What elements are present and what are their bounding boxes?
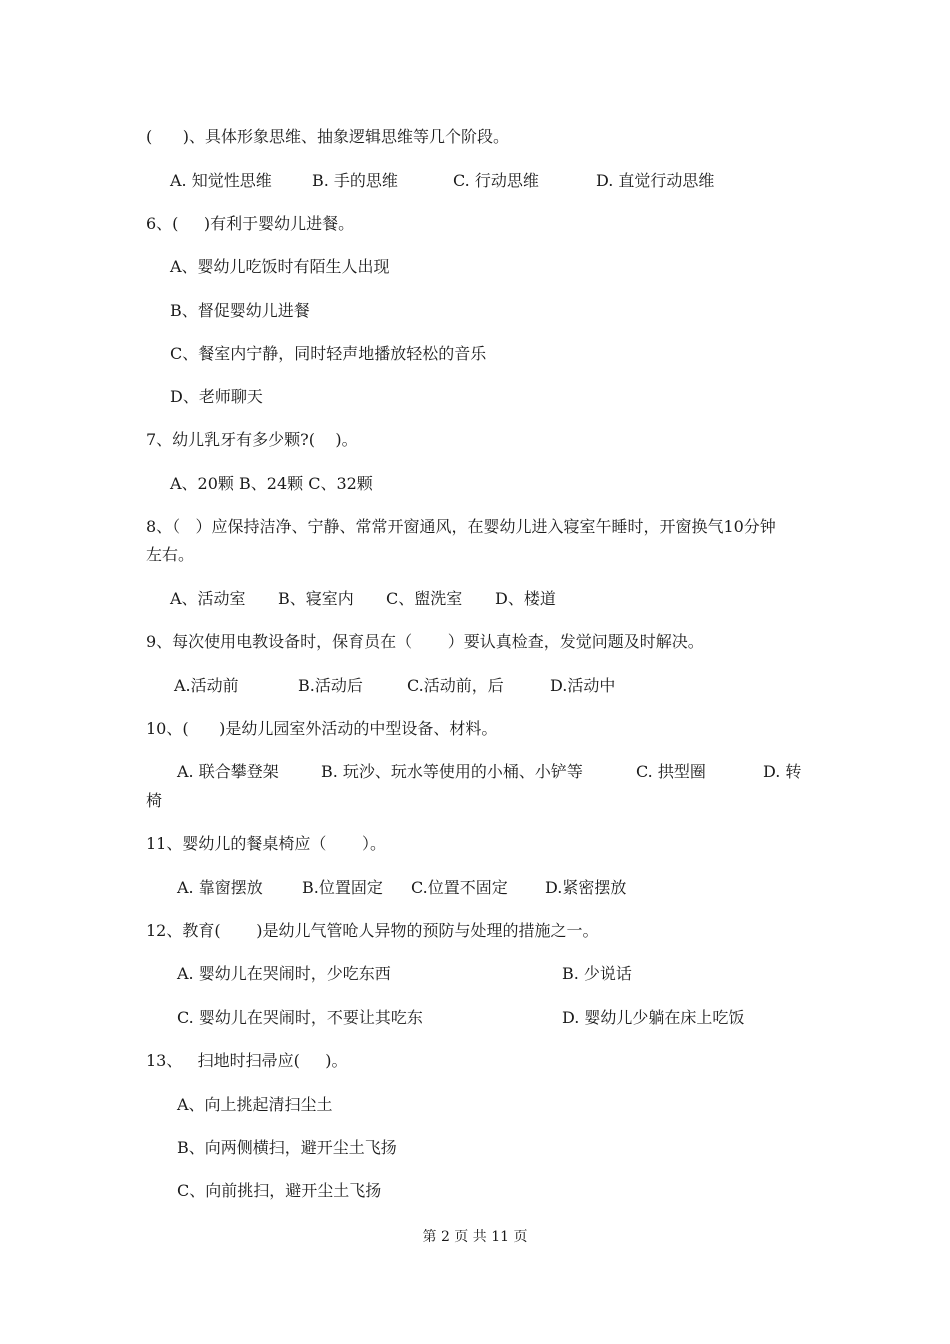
q13-option-c: C、向前挑扫，避开尘土飞扬 bbox=[177, 1181, 382, 1200]
question-10-stem: 10、( )是幼儿园室外活动的中型设备、材料。 bbox=[146, 719, 498, 738]
q6-option-d: D、老师聊天 bbox=[170, 387, 263, 406]
q12-option-d: D. 婴幼儿少躺在床上吃饭 bbox=[562, 1008, 745, 1027]
q9-option-c: C.活动前，后 bbox=[407, 676, 504, 695]
q10-option-a: A. 联合攀登架 bbox=[177, 762, 279, 781]
q10-option-b: B. 玩沙、玩水等使用的小桶、小铲等 bbox=[321, 762, 583, 781]
question-12-stem: 12、教育( )是幼儿气管呛人异物的预防与处理的措施之一。 bbox=[146, 921, 599, 940]
q6-option-b: B、督促婴幼儿进餐 bbox=[170, 301, 310, 320]
q5-option-c: C. 行动思维 bbox=[453, 171, 539, 190]
q8-option-d: D、楼道 bbox=[495, 589, 556, 608]
q11-option-d: D.紧密摆放 bbox=[545, 878, 627, 897]
question-13-stem: 13、 扫地时扫帚应( )。 bbox=[146, 1051, 348, 1070]
q5-option-b: B. 手的思维 bbox=[312, 171, 398, 190]
q5-option-d: D. 直觉行动思维 bbox=[596, 171, 715, 190]
q9-option-d: D.活动中 bbox=[550, 676, 616, 695]
question-11-stem: 11、婴幼儿的餐桌椅应（ ）。 bbox=[146, 834, 386, 853]
q5-option-a: A. 知觉性思维 bbox=[170, 171, 272, 190]
q12-option-a: A. 婴幼儿在哭闹时，少吃东西 bbox=[177, 964, 391, 983]
question-9-stem: 9、每次使用电教设备时，保育员在（ ）要认真检查，发觉问题及时解决。 bbox=[146, 632, 704, 651]
q6-option-a: A、婴幼儿吃饭时有陌生人出现 bbox=[170, 257, 390, 276]
q12-option-c: C. 婴幼儿在哭闹时，不要让其吃东 bbox=[177, 1008, 423, 1027]
q12-option-b: B. 少说话 bbox=[562, 964, 632, 983]
q10-option-d: D. 转 bbox=[763, 762, 802, 781]
q8-option-a: A、活动室 bbox=[170, 589, 246, 608]
q11-option-b: B.位置固定 bbox=[302, 878, 383, 897]
q11-option-a: A. 靠窗摆放 bbox=[177, 878, 263, 897]
question-7-stem: 7、幼儿乳牙有多少颗?( )。 bbox=[146, 430, 358, 449]
question-8-stem-line1: 8、（ ）应保持洁净、宁静、常常开窗通风，在婴幼儿进入寝室午睡时，开窗换气10分钟 bbox=[146, 517, 776, 536]
question-5-stem: ( )、具体形象思维、抽象逻辑思维等几个阶段。 bbox=[146, 127, 510, 146]
question-6-stem: 6、( )有利于婴幼儿进餐。 bbox=[146, 214, 355, 233]
q7-options: A、20颗 B、24颗 C、32颗 bbox=[170, 474, 373, 493]
q9-option-a: A.活动前 bbox=[174, 676, 239, 695]
q10-option-d-wrap: 椅 bbox=[146, 791, 163, 810]
q13-option-a: A、向上挑起清扫尘土 bbox=[177, 1095, 333, 1114]
q8-option-b: B、寝室内 bbox=[278, 589, 354, 608]
q6-option-c: C、餐室内宁静，同时轻声地播放轻松的音乐 bbox=[170, 344, 487, 363]
q13-option-b: B、向两侧横扫，避开尘土飞扬 bbox=[177, 1138, 397, 1157]
q11-option-c: C.位置不固定 bbox=[411, 878, 508, 897]
q8-option-c: C、盥洗室 bbox=[386, 589, 463, 608]
q10-option-c: C. 拱型圈 bbox=[636, 762, 706, 781]
page-number-footer: 第 2 页 共 11 页 bbox=[422, 1229, 528, 1245]
q9-option-b: B.活动后 bbox=[298, 676, 363, 695]
question-8-stem-line2: 左右。 bbox=[146, 545, 195, 564]
